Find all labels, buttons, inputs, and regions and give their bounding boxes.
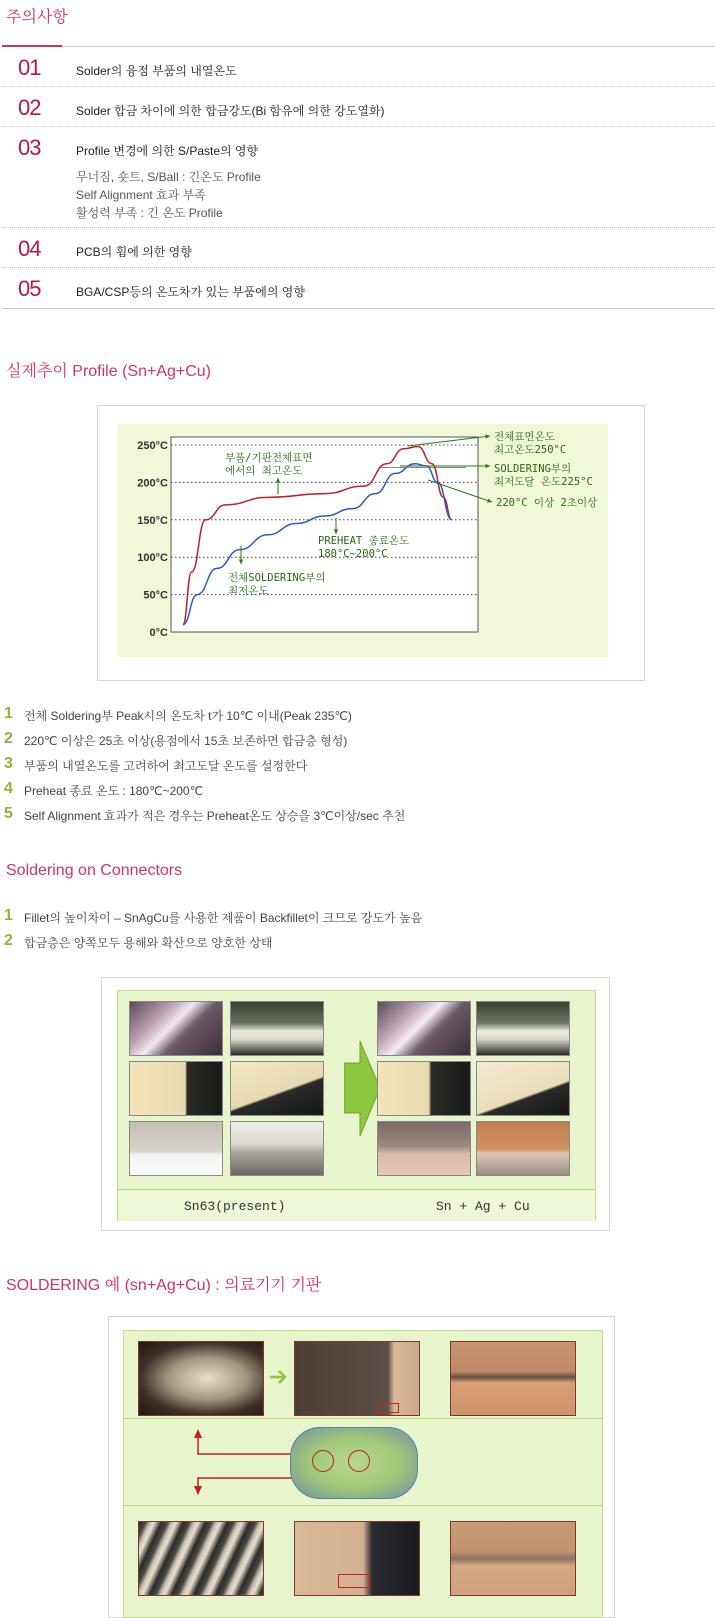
annotation-above-220: 220°C 이상 2초이상 — [496, 497, 598, 509]
note-number: 4 — [4, 780, 13, 797]
connector-photo — [230, 1121, 324, 1176]
caution-text: Solder 합금 차이에 의한 합금강도(Bi 함유에 의한 강도열화) — [76, 104, 385, 118]
caution-number: 05 — [18, 276, 41, 301]
caution-text: BGA/CSP등의 온도차가 있는 부품에의 영향 — [76, 285, 305, 299]
annotation-peak-surface: 에서의 최고온도 — [225, 465, 303, 477]
solder-photo — [450, 1341, 576, 1416]
y-tick-label: 200°C — [137, 477, 168, 490]
profile-chart — [97, 405, 645, 681]
note-number: 2 — [4, 730, 13, 747]
connectors-title: Soldering on Connectors — [6, 862, 183, 879]
annotation-min-soldering: 전체SOLDERING부의 — [228, 572, 326, 584]
board-thumbnail — [290, 1427, 418, 1499]
medical-panel — [123, 1330, 603, 1618]
caution-title: 주의사항 — [6, 9, 68, 26]
note-number: 3 — [4, 755, 13, 772]
highlight-box — [377, 1403, 399, 1413]
connector-label-row — [118, 1189, 595, 1221]
caution-item — [2, 87, 715, 127]
connector-photo — [230, 1001, 324, 1056]
connector-photo — [129, 1061, 223, 1116]
annotation-min-soldering: 최저온도 — [228, 585, 269, 597]
caution-text: Solder의 융점 부품의 내열온도 — [76, 64, 237, 78]
caution-number: 01 — [18, 55, 41, 80]
caution-number: 02 — [18, 95, 41, 120]
connector-comparison — [101, 977, 610, 1231]
annotation-preheat-end: 180°C~200°C — [318, 548, 388, 560]
divider — [124, 1505, 602, 1506]
arrow-right-icon — [269, 1369, 289, 1385]
note-text: 합금층은 양쪽모두 용해와 확산으로 양호한 상태 — [24, 936, 273, 950]
divider — [124, 1418, 602, 1419]
connector-photo — [377, 1121, 471, 1176]
caution-subtext: Self Alignment 효과 부족 — [76, 188, 206, 202]
note-text: Self Alignment 효과가 적은 경우는 Preheat온도 상승을 3℃이상/sec 추천 — [24, 809, 406, 823]
annotation-surface-max: 전체표면온도 — [494, 431, 555, 443]
caution-subtext: 무너짐, 숏트, S/Ball : 긴온도 Profile — [76, 170, 261, 184]
solder-photo — [294, 1521, 420, 1596]
caution-text: Profile 변경에 의한 S/Paste의 영향 — [76, 144, 259, 158]
annotation-soldering-min: SOLDERING부의 — [494, 463, 572, 475]
solder-photo — [138, 1521, 264, 1596]
connector-photo — [476, 1001, 570, 1056]
connector-panel — [117, 990, 596, 1221]
y-tick-label: 100°C — [137, 552, 168, 565]
highlight-box — [338, 1574, 370, 1588]
note-text: Fillet의 높이차이 – SnAgCu를 사용한 제품이 Backfillet이 크므로 강도가 높음 — [24, 911, 423, 925]
caution-item — [2, 228, 715, 268]
highlight-circle — [348, 1450, 370, 1472]
note-number: 1 — [4, 907, 13, 924]
y-tick-label: 150°C — [137, 514, 168, 527]
highlight-circle — [312, 1450, 334, 1472]
caution-list — [2, 46, 715, 309]
label-snagcu: Sn + Ag + Cu — [436, 1199, 530, 1214]
solder-photo — [450, 1521, 576, 1596]
y-tick-label: 0°C — [149, 627, 168, 639]
profile-title: 실제추이 Profile (Sn+Ag+Cu) — [6, 363, 212, 380]
caution-number: 03 — [18, 135, 41, 160]
connector-photo — [230, 1061, 324, 1116]
annotation-surface-max: 최고온도250°C — [494, 444, 567, 456]
annotation-preheat-end: PREHEAT 종료온도 — [318, 535, 410, 547]
label-sn63: Sn63(present) — [184, 1199, 286, 1214]
arrow-right-icon — [344, 1041, 380, 1136]
note-text: 전체 Soldering부 Peak시의 온도차 t가 10℃ 이내(Peak 235℃) — [24, 709, 352, 723]
caution-item — [2, 47, 715, 87]
connector-arrows — [194, 1426, 304, 1496]
y-tick-label: 50°C — [143, 589, 168, 602]
connector-photo — [377, 1001, 471, 1056]
caution-text: PCB의 휨에 의한 영향 — [76, 245, 192, 259]
note-number: 2 — [4, 932, 13, 949]
annotation-soldering-min: 최저도달 온도225°C — [494, 476, 593, 488]
profile-chart-svg — [98, 406, 646, 682]
connector-photo — [129, 1001, 223, 1056]
note-text: Preheat 종료 온도 : 180℃~200℃ — [24, 784, 204, 798]
medical-board-example — [108, 1316, 615, 1618]
caution-subtext: 활성력 부족 : 긴 온도 Profile — [76, 206, 223, 220]
caution-item — [2, 268, 715, 308]
note-text: 부품의 내열온도를 고려하여 최고도달 온도를 설정한다 — [24, 759, 308, 773]
connector-photo — [377, 1061, 471, 1116]
note-number: 1 — [4, 705, 13, 722]
connector-photo — [129, 1121, 223, 1176]
medical-title: SOLDERING 예 (sn+Ag+Cu) : 의료기기 기판 — [6, 1277, 322, 1294]
note-number: 5 — [4, 805, 13, 822]
caution-item — [2, 127, 715, 228]
connector-photo — [476, 1061, 570, 1116]
annotation-peak-surface: 부품/기판전체표면 — [225, 452, 313, 464]
solder-photo — [138, 1341, 264, 1416]
connector-photo — [476, 1121, 570, 1176]
solder-photo — [294, 1341, 420, 1416]
y-tick-label: 250°C — [137, 440, 168, 452]
caution-number: 04 — [18, 236, 41, 261]
note-text: 220℃ 이상은 25초 이상(용점에서 15초 보존하면 합금층 형성) — [24, 734, 348, 748]
